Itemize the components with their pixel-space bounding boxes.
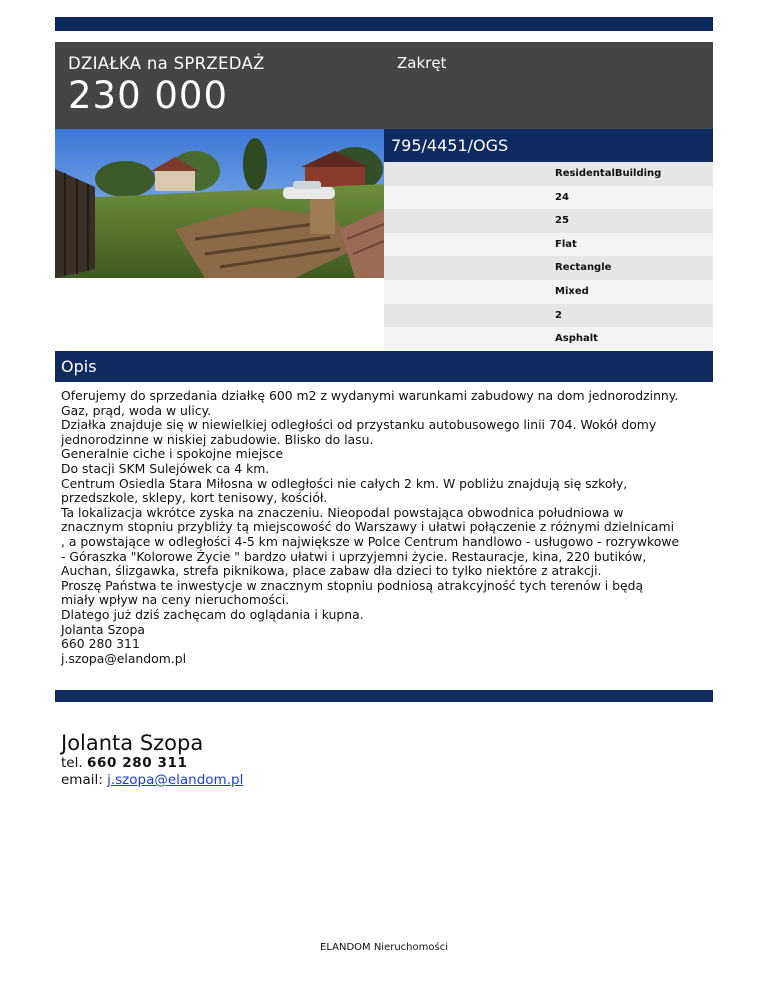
description-line: - Góraszka "Kolorowe Życie " bardzo ułatwi i uprzyjemni życie. Restauracje, kina, 220 butików, (61, 548, 647, 564)
property-row: 24 (384, 186, 713, 210)
property-row: 2 (384, 304, 713, 328)
property-row: Rectangle (384, 256, 713, 280)
listing-reference: 795/4451/OGS (384, 129, 713, 162)
agent-name: Jolanta Szopa (61, 731, 204, 755)
description-line: Do stacji SKM Sulejówek ca 4 km. (61, 460, 270, 476)
description-heading-bar (55, 351, 713, 382)
listing-details (384, 129, 713, 351)
description-line: Proszę Państwa te inwestycje w znacznym stopniu podniosą atrakcyjność tych terenów i będą (61, 577, 644, 593)
email-label: email: (61, 772, 103, 788)
property-photo (55, 129, 384, 278)
description-line: Gaz, prąd, woda w ulicy. (61, 402, 212, 418)
agent-email-link[interactable]: j.szopa@elandom.pl (107, 772, 244, 788)
footer-company: ELANDOM Nieruchomości (320, 942, 448, 953)
description-line: miały wpływ na ceny nieruchomości. (61, 592, 290, 608)
description-line: Jolanta Szopa (61, 621, 145, 637)
description-heading: Opis (61, 357, 97, 376)
property-row: Flat (384, 233, 713, 257)
top-accent-bar (55, 17, 713, 31)
listing-location: Zakręt (397, 54, 447, 72)
description-text (61, 389, 713, 666)
agent-phone: 660 280 311 (86, 755, 188, 771)
property-row: 25 (384, 209, 713, 233)
property-row: Mixed (384, 280, 713, 304)
description-line: przedszkole, sklepy, kort tenisowy, kościół. (61, 490, 328, 506)
agent-email-line (61, 772, 243, 789)
description-line: Działka znajduje się w niewielkiej odległości od przystanku autobusowego linii 704. Wokół domy (61, 417, 657, 433)
description-line: 660 280 311 (61, 636, 140, 652)
agent-phone-line (61, 755, 243, 772)
listing-header (55, 42, 713, 129)
property-row: Asphalt (384, 327, 713, 351)
description-line: j.szopa@elandom.pl (61, 650, 187, 666)
phone-label: tel. (61, 755, 83, 771)
listing-type: DZIAŁKA na SPRZEDAŻ (68, 54, 265, 73)
description-line: Dlatego już dziś zachęcam do oglądania i kupna. (61, 606, 364, 622)
description-line: jednorodzinne w niskiej zabudowie. Blisko do lasu. (61, 431, 374, 447)
description-line: Centrum Osiedla Stara Miłosna w odległości nie całych 2 km. W pobliżu znajdują się szkoły, (61, 475, 628, 491)
agent-contact (61, 731, 243, 789)
property-row: ResidentalBuilding (384, 162, 713, 186)
description-line: Auchan, ślizgawka, strefa piknikowa, place zabaw dla dzieci to tylko niektóre z atrakcji. (61, 563, 602, 579)
description-line: , a powstające w odległości 4-5 km największe w Polce Centrum handlowo - usługowo - rozrywkowe (61, 533, 680, 549)
section-divider-bar (55, 690, 713, 702)
description-line: Ta lokalizacja wkrótce zyska na znaczeniu. Nieopodal powstająca obwodnica południowa w (61, 504, 624, 520)
description-line: znacznym stopniu przybliży tą miejscowość do Warszawy i ułatwi połączenie z różnymi dzielnicami (61, 519, 675, 535)
listing-price: 230 000 (68, 74, 229, 117)
description-line: Oferujemy do sprzedania działkę 600 m2 z wydanymi warunkami zabudowy na dom jednorodzinny. (61, 388, 679, 403)
description-line: Generalnie ciche i spokojne miejsce (61, 446, 284, 462)
